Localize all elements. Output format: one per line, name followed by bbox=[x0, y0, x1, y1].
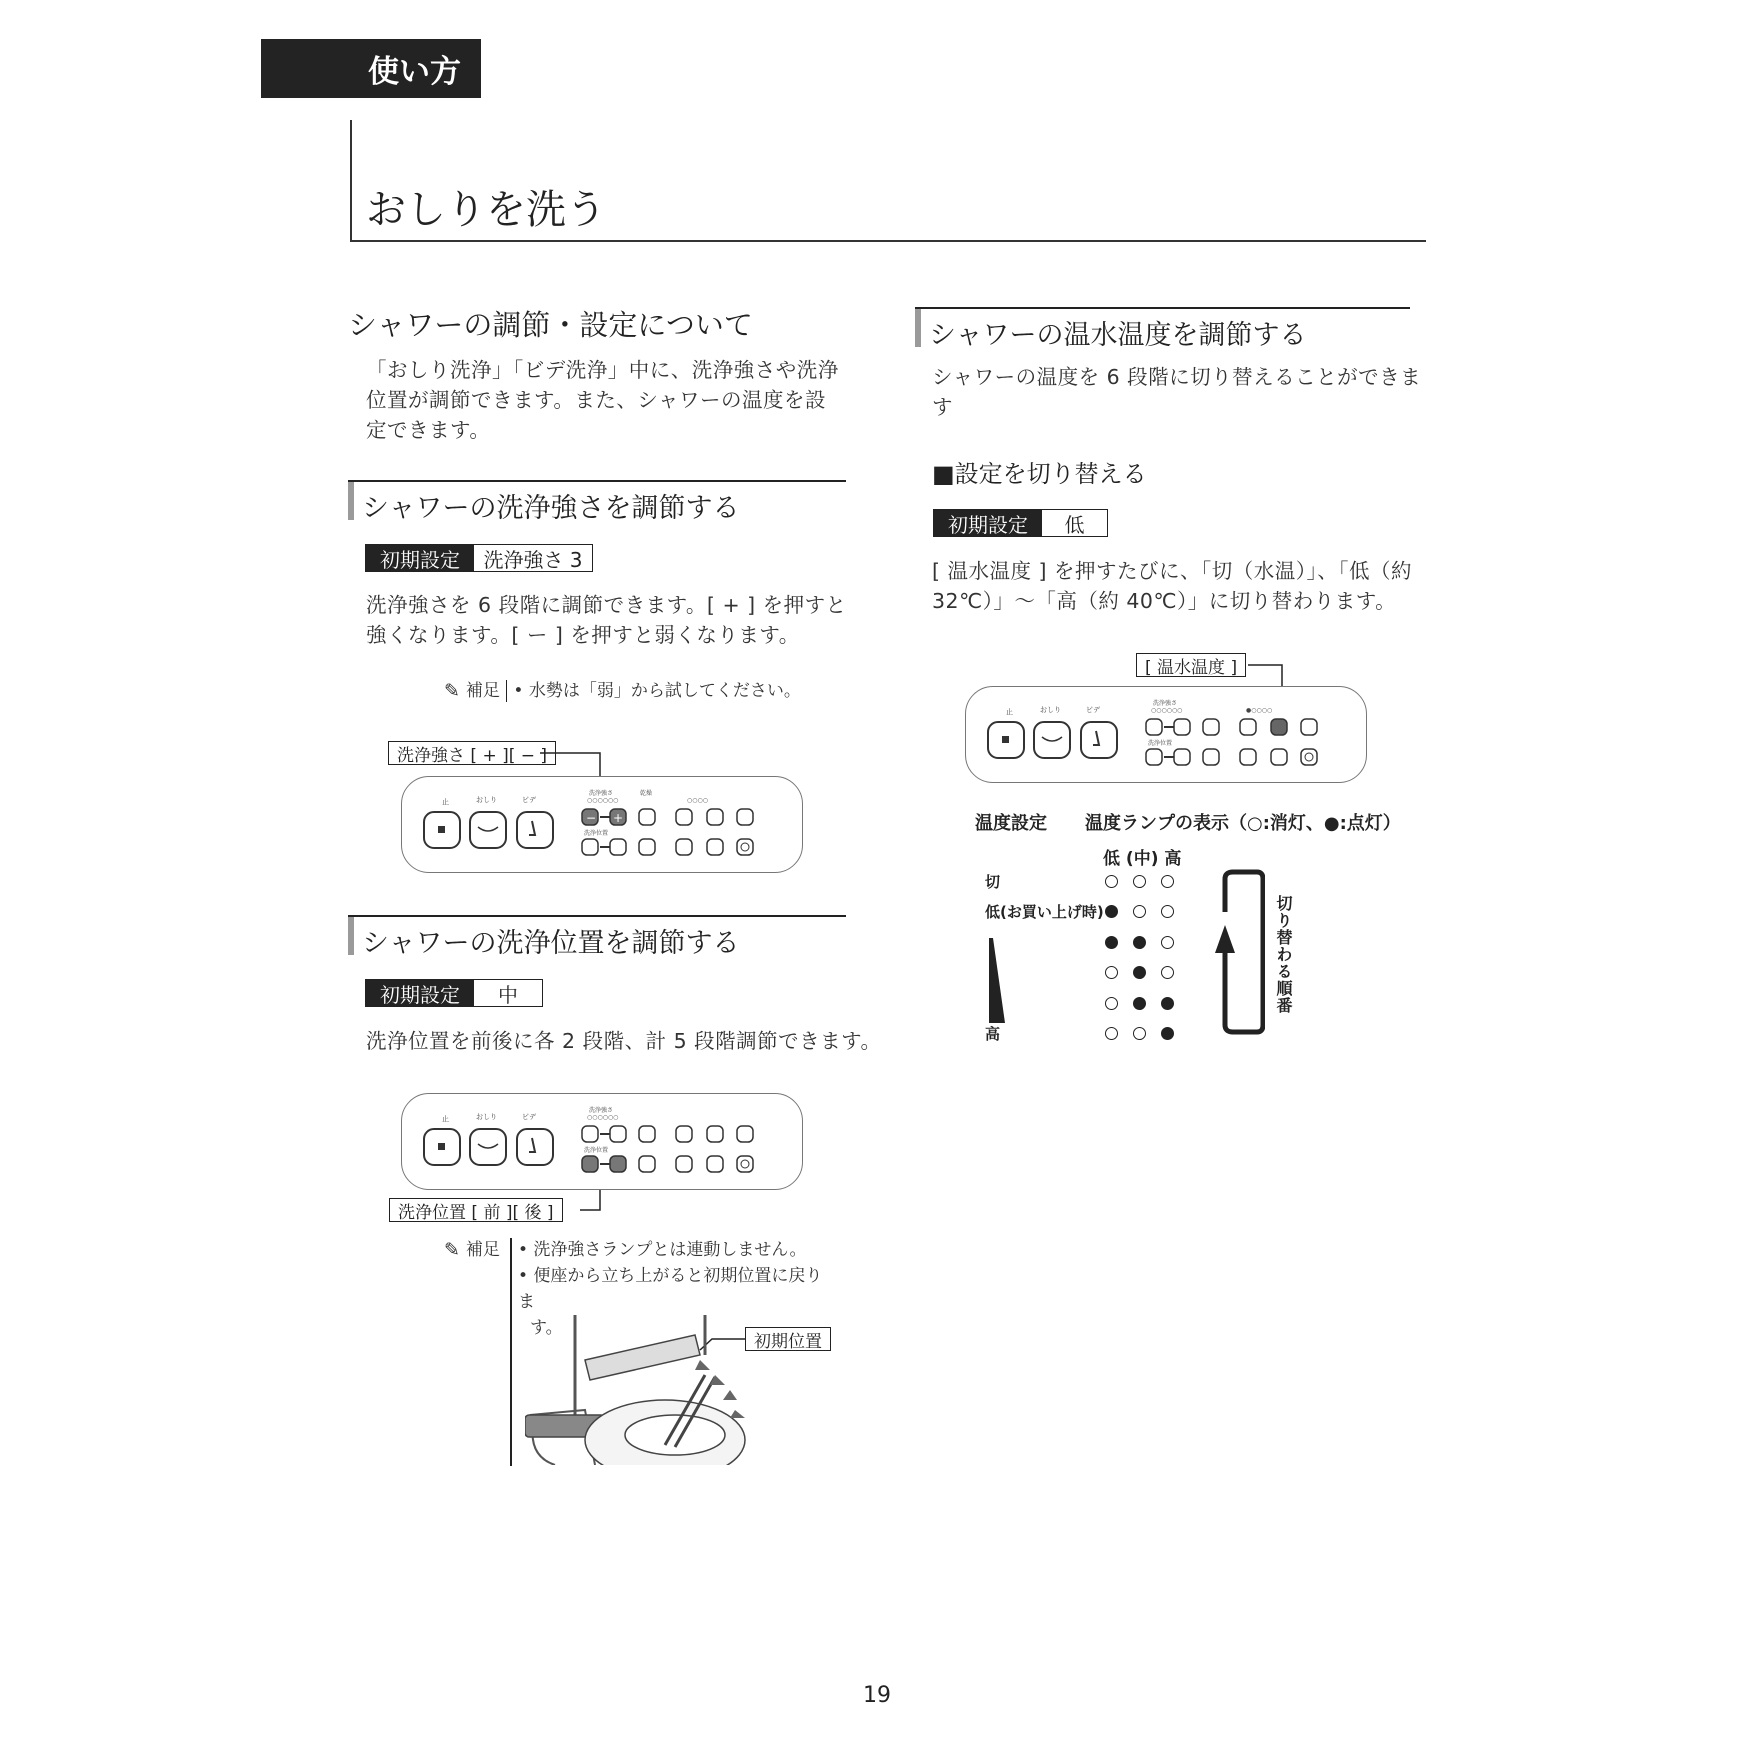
strength-heading-text: シャワーの洗浄強さを調節する bbox=[362, 493, 740, 524]
pencil-icon: ✎ bbox=[444, 680, 460, 702]
oshiri-button bbox=[470, 812, 506, 848]
svg-text:洗浄強さ: 洗浄強さ bbox=[589, 1107, 614, 1114]
lamp-off-icon bbox=[1105, 997, 1118, 1010]
initial-position-callout: 初期位置 bbox=[745, 1327, 831, 1351]
lamp-on-icon bbox=[1161, 997, 1174, 1010]
desc-line: [ 温水温度 ] を押すたびに、「切（水温）」、「低（約 bbox=[932, 559, 1413, 583]
lamp-off-icon bbox=[1161, 905, 1174, 918]
page-number: 19 bbox=[863, 1683, 891, 1708]
svg-text:乾燥: 乾燥 bbox=[640, 790, 653, 797]
position-heading-text: シャワーの洗浄位置を調節する bbox=[362, 928, 740, 959]
lamp-off-icon bbox=[1161, 936, 1174, 949]
lamp-on-icon bbox=[1105, 936, 1118, 949]
timer-button bbox=[676, 839, 692, 855]
note-divider bbox=[510, 1238, 512, 1466]
power-button bbox=[737, 839, 753, 855]
heading-bar bbox=[348, 917, 354, 955]
svg-text:おしり: おしり bbox=[476, 796, 497, 804]
deodorize-button bbox=[707, 839, 723, 855]
note-line: す。 bbox=[530, 1318, 563, 1338]
svg-text:○○○○○○: ○○○○○○ bbox=[1151, 707, 1183, 714]
badge-value: 低 bbox=[1042, 510, 1107, 536]
svg-text:おしり: おしり bbox=[476, 1113, 497, 1121]
lamp-off-icon bbox=[1133, 875, 1146, 888]
lamp-on-icon bbox=[1105, 905, 1118, 918]
initial-setting-badge bbox=[365, 979, 543, 1007]
section-heading: シャワーの調節・設定について bbox=[348, 308, 753, 342]
desc-line: 32℃）」〜「高（約 40℃）」に切り替わります。 bbox=[932, 589, 1397, 613]
massage-button bbox=[639, 839, 655, 855]
badge-key: 初期設定 bbox=[366, 980, 474, 1006]
lamp-off-icon bbox=[1105, 966, 1118, 979]
bide-button bbox=[517, 812, 553, 848]
water-temp-button bbox=[707, 809, 723, 825]
svg-text:洗浄位置: 洗浄位置 bbox=[584, 830, 609, 837]
svg-text:ビデ: ビデ bbox=[1086, 706, 1100, 714]
lamp-off-icon bbox=[1133, 905, 1146, 918]
badge-key: 初期設定 bbox=[934, 510, 1042, 536]
lamp-row-label: 低(お買い上げ時) bbox=[985, 903, 1104, 921]
svg-text:洗浄位置: 洗浄位置 bbox=[584, 1147, 609, 1154]
control-panel-strength bbox=[401, 776, 803, 873]
back-button bbox=[610, 839, 626, 855]
strength-note bbox=[444, 678, 801, 704]
svg-text:○○○○: ○○○○ bbox=[687, 797, 708, 804]
temp-heading-text: シャワーの温水温度を調節する bbox=[929, 320, 1307, 351]
svg-text:●○○○○: ●○○○○ bbox=[1246, 707, 1273, 714]
lamp-off-icon bbox=[1105, 1027, 1118, 1040]
lamp-off-icon bbox=[1133, 1027, 1146, 1040]
pencil-icon: ✎ bbox=[444, 1239, 460, 1261]
svg-text:○○○○○○: ○○○○○○ bbox=[587, 1114, 619, 1121]
panel-drawing bbox=[966, 687, 1368, 784]
note-text: • 水勢は「弱」から試してください。 bbox=[513, 681, 801, 701]
lamp-off-icon bbox=[1161, 875, 1174, 888]
lamp-row-label: 切 bbox=[985, 872, 1001, 891]
temp-line: す bbox=[932, 395, 953, 419]
initial-setting-badge bbox=[365, 544, 593, 572]
temp-line: シャワーの温度を 6 段階に切り替えることができま bbox=[932, 365, 1422, 389]
note-divider bbox=[506, 680, 508, 702]
intro-line: 位置が調節できます。また、シャワーの温度を設 bbox=[366, 388, 826, 412]
dry-button bbox=[639, 809, 655, 825]
cycle-arrow bbox=[1205, 867, 1265, 1043]
svg-text:○○○○○○: ○○○○○○ bbox=[587, 797, 619, 804]
increase-wedge bbox=[985, 935, 1009, 1025]
lamp-header: 低 (中) 高 bbox=[1103, 849, 1182, 869]
panel-label-stop: 止 bbox=[442, 798, 449, 806]
temp-heading bbox=[915, 307, 1410, 351]
initial-setting-badge bbox=[933, 509, 1108, 537]
intro-paragraph bbox=[366, 355, 846, 445]
front-button bbox=[582, 839, 598, 855]
strength-callout: 洗浄強さ [ + ][ − ] bbox=[388, 741, 556, 765]
strength-paragraph bbox=[366, 590, 856, 650]
badge-value: 中 bbox=[474, 980, 542, 1006]
toilet-nozzle-illustration bbox=[525, 1315, 765, 1465]
svg-text:ビデ: ビデ bbox=[522, 796, 536, 804]
lamp-on-icon bbox=[1161, 1027, 1174, 1040]
panel-drawing bbox=[402, 1094, 804, 1191]
badge-value: 洗浄強さ 3 bbox=[474, 545, 592, 571]
save-button bbox=[737, 809, 753, 825]
intro-line: 「おしり洗浄」「ビデ洗浄」中に、洗浄強さや洗浄 bbox=[366, 358, 839, 382]
position-note bbox=[444, 1237, 500, 1263]
cycle-label: 切り替わる順番 bbox=[1274, 895, 1293, 1014]
panel-drawing bbox=[402, 777, 804, 874]
position-paragraph: 洗浄位置を前後に各 2 段階、計 5 段階調節できます。 bbox=[366, 1029, 882, 1053]
note-line: • 便座から立ち上がると初期位置に戻りま bbox=[518, 1266, 823, 1312]
temp-desc bbox=[932, 556, 1422, 616]
svg-text:+: + bbox=[613, 811, 624, 825]
lamp-on-icon bbox=[1133, 997, 1146, 1010]
position-heading bbox=[348, 915, 846, 959]
svg-text:洗浄強さ: 洗浄強さ bbox=[589, 790, 614, 797]
lamp-on-icon bbox=[1133, 966, 1146, 979]
control-panel-position bbox=[401, 1093, 803, 1190]
lamp-on-icon bbox=[1133, 936, 1146, 949]
temp-table-col2-header: 温度ランプの表示（○:消灯、●:点灯） bbox=[1085, 813, 1401, 834]
water-temp-callout: [ 温水温度 ] bbox=[1136, 653, 1246, 677]
strength-heading bbox=[348, 480, 846, 524]
svg-text:洗浄強さ: 洗浄強さ bbox=[1153, 700, 1178, 707]
svg-text:洗浄位置: 洗浄位置 bbox=[1148, 740, 1173, 747]
svg-text:おしり: おしり bbox=[1040, 706, 1061, 714]
position-callout: 洗浄位置 [ 前 ][ 後 ] bbox=[389, 1198, 563, 1222]
temp-table-col1-header: 温度設定 bbox=[975, 813, 1047, 834]
svg-text:ビデ: ビデ bbox=[522, 1113, 536, 1121]
control-panel-temp bbox=[965, 686, 1367, 783]
svg-text:止: 止 bbox=[442, 1115, 449, 1123]
strength-line: 強くなります。[ ー ] を押すと弱くなります。 bbox=[366, 623, 800, 647]
heading-bar bbox=[348, 482, 354, 520]
svg-text:止: 止 bbox=[1006, 708, 1013, 716]
intro-line: 定できます。 bbox=[366, 418, 491, 442]
svg-text:−: − bbox=[586, 811, 597, 825]
temp-paragraph bbox=[932, 362, 1422, 422]
section-tab: 使い方 bbox=[261, 39, 481, 98]
heading-bar bbox=[915, 309, 921, 347]
switch-subheading: ■設定を切り替える bbox=[932, 460, 1147, 488]
note-label: 補足 bbox=[465, 1240, 500, 1260]
lamp-off-icon bbox=[1105, 875, 1118, 888]
seat-temp-button bbox=[676, 809, 692, 825]
lamp-off-icon bbox=[1161, 966, 1174, 979]
strength-line: 洗浄強さを 6 段階に調節できます。[ + ] を押すと bbox=[366, 593, 847, 617]
note-label: 補足 bbox=[465, 681, 500, 701]
note-line: • 洗浄強さランプとは連動しません。 bbox=[518, 1240, 807, 1260]
lamp-row-label: 高 bbox=[985, 1025, 1001, 1043]
page-title: おしりを洗う bbox=[366, 187, 606, 233]
badge-key: 初期設定 bbox=[366, 545, 474, 571]
